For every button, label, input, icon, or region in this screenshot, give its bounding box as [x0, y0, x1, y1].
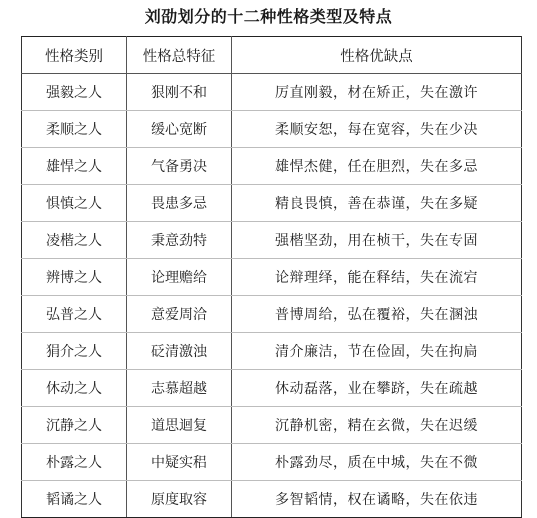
cell-pros-cons: 雄悍杰健，任在胆烈，失在多忌 [232, 148, 522, 185]
header-pros-cons: 性格优缺点 [232, 37, 522, 74]
cell-pros-cons: 清介廉洁，节在俭固，失在拘扃 [232, 333, 522, 370]
cell-category: 沉静之人 [22, 407, 127, 444]
cell-pros-cons: 论辩理绎，能在释结，失在流宕 [232, 259, 522, 296]
cell-pros-cons: 多智韬情，权在谲略，失在依违 [232, 481, 522, 518]
table-row [22, 222, 522, 259]
cell-general-trait: 原度取容 [127, 481, 232, 518]
cell-pros-cons: 强楷坚劲，用在桢干，失在专固 [232, 222, 522, 259]
personality-types-table [21, 36, 522, 518]
header-general-trait: 性格总特征 [127, 37, 232, 74]
cell-category: 惧慎之人 [22, 185, 127, 222]
cell-category: 朴露之人 [22, 444, 127, 481]
table-row [22, 481, 522, 518]
cell-category: 休动之人 [22, 370, 127, 407]
cell-general-trait: 砭清激浊 [127, 333, 232, 370]
table-row [22, 111, 522, 148]
cell-general-trait: 畏患多忌 [127, 185, 232, 222]
cell-category: 凌楷之人 [22, 222, 127, 259]
table-row [22, 148, 522, 185]
header-row [22, 37, 522, 74]
table-row [22, 296, 522, 333]
cell-pros-cons: 厉直刚毅，材在矫正，失在激许 [232, 74, 522, 111]
cell-general-trait: 秉意劲特 [127, 222, 232, 259]
cell-category: 辨博之人 [22, 259, 127, 296]
table-row [22, 370, 522, 407]
cell-category: 雄悍之人 [22, 148, 127, 185]
table-title: 刘劭划分的十二种性格类型及特点 [144, 7, 393, 26]
cell-general-trait: 志慕超越 [127, 370, 232, 407]
cell-general-trait: 论理赡给 [127, 259, 232, 296]
cell-general-trait: 狠刚不和 [127, 74, 232, 111]
cell-pros-cons: 沉静机密，精在玄微，失在迟缓 [232, 407, 522, 444]
table-row [22, 74, 522, 111]
cell-category: 韬谲之人 [22, 481, 127, 518]
cell-pros-cons: 休动磊落，业在攀跻，失在疏越 [232, 370, 522, 407]
cell-general-trait: 缓心宽断 [127, 111, 232, 148]
cell-general-trait: 意爱周洽 [127, 296, 232, 333]
cell-category: 柔顺之人 [22, 111, 127, 148]
table-row [22, 407, 522, 444]
cell-pros-cons: 朴露劲尽，质在中城，失在不微 [232, 444, 522, 481]
header-category: 性格类别 [22, 37, 127, 74]
table-row [22, 333, 522, 370]
cell-category: 强毅之人 [22, 74, 127, 111]
cell-pros-cons: 普博周给，弘在覆裕，失在溷浊 [232, 296, 522, 333]
cell-category: 狷介之人 [22, 333, 127, 370]
table-row [22, 185, 522, 222]
table-row [22, 259, 522, 296]
cell-pros-cons: 精良畏慎，善在恭谨，失在多疑 [232, 185, 522, 222]
cell-general-trait: 道思迴复 [127, 407, 232, 444]
table-row [22, 444, 522, 481]
cell-category: 弘普之人 [22, 296, 127, 333]
cell-general-trait: 中疑实稆 [127, 444, 232, 481]
cell-general-trait: 气备勇决 [127, 148, 232, 185]
cell-pros-cons: 柔顺安恕，每在宽容，失在少决 [232, 111, 522, 148]
